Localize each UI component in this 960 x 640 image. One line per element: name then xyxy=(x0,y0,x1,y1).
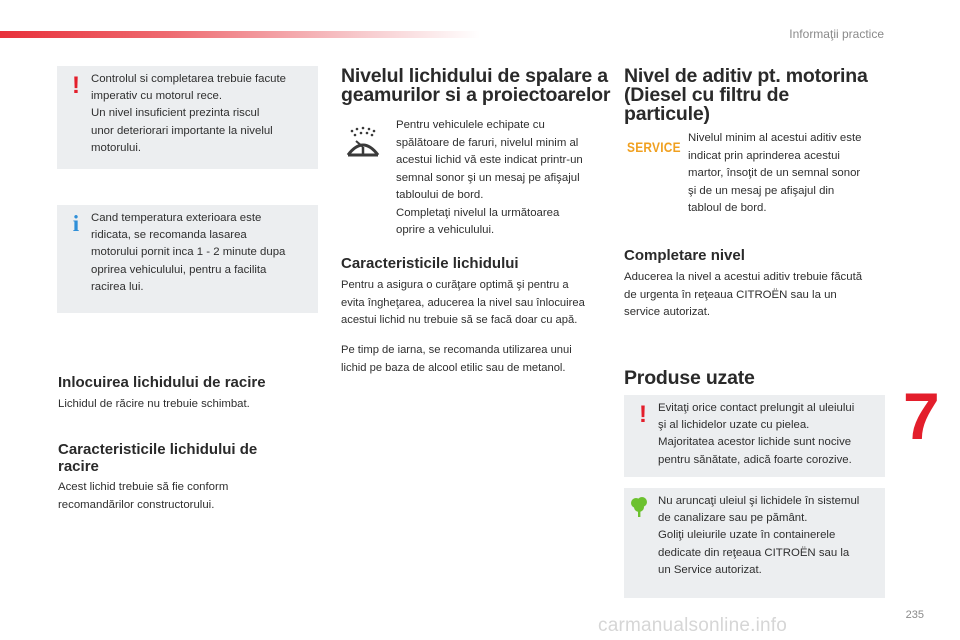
used-products-title: Produse uzate xyxy=(624,367,755,389)
service-warning-icon: SERVICE xyxy=(627,139,681,155)
washer-winter-text: Pe timp de iarna, se recomanda utilizarea unui lichid pe baza de alcool etilic sau de metanol. xyxy=(341,344,572,374)
used-oil-warning-text: Evitaţi orice contact prelungit al uleiului şi al lichidelor uzate cu pielea. Majoritatea acestor lichide sunt nocive pentru sănătate, adică foarte corozive. xyxy=(658,402,855,466)
windscreen-washer-icon xyxy=(343,125,383,170)
environment-text: Nu aruncaţi uleiul şi lichidele în sistemul de canalizare sau pe pământ. Goliţi uleiurile uzate în containerele dedicate din reţeaua CITROËN sau la un Service autorizat. xyxy=(658,495,860,576)
environment-box xyxy=(624,488,885,598)
diesel-additive-title: Nivel de aditiv pt. motorina (Diesel cu filtru de particule) xyxy=(624,65,868,125)
section-label: Informaţii practice xyxy=(789,27,884,41)
diesel-additive-intro: Nivelul minim al acestui aditiv este indicat prin aprinderea acestui martor, însoţit de un semnal sonor şi de un mesaj pe afişajul din tabloul de bord. xyxy=(688,132,862,214)
info-text: Cand temperatura exterioara este ridicata, se recomanda lasarea motorului pornit inca 1 - 2 minute dupa oprirea vehiculului, pentru a facilita racirea lui. xyxy=(91,212,286,293)
environment-tree-icon xyxy=(629,496,649,523)
warning-box-used-oil xyxy=(624,395,885,477)
warning-box-cold-engine xyxy=(57,66,318,169)
washer-characteristics-title: Caracteristicile lichidului xyxy=(341,255,519,272)
warning-text: Controlul si completarea trebuie facute imperativ cu motorul rece. Un nivel insuficient prezinta riscul unor deteriorari importante la nivelul motorului. xyxy=(91,73,287,154)
washer-fluid-intro: Pentru vehiculele echipate cu spălătoare de faruri, nivelul minim al acestui lichid vă este indicat printr-un semnal sonor şi un mesaj pe afişajul tabloului de bord. Completaţi nivelul la următoarea oprire a vehiculului. xyxy=(396,119,583,236)
page-number: 235 xyxy=(905,609,924,621)
coolant-characteristics-text: Acest lichid trebuie să fie conform recomandărilor constructorului. xyxy=(58,481,229,511)
coolant-characteristics-title: Caracteristicile lichidului de racire xyxy=(58,441,258,475)
warning-exclamation-icon: ! xyxy=(639,401,647,428)
coolant-replacement-text: Lichidul de răcire nu trebuie schimbat. xyxy=(58,398,250,410)
completion-title: Completare nivel xyxy=(624,247,745,264)
completion-text: Aducerea la nivel a acestui aditiv trebuie făcută de urgenta în reţeaua CITROËN sau la un service autorizat. xyxy=(624,271,863,318)
coolant-replacement-title: Inlocuirea lichidului de racire xyxy=(58,374,266,391)
washer-fluid-title: Nivelul lichidului de spalare a geamurilor si a proiectoarelor xyxy=(341,65,611,106)
washer-characteristics-text: Pentru a asigura o curăţare optimă şi pentru a evita îngheţarea, aducerea la nivel sau înlocuirea acestui lichid nu trebuie să se facă doar cu apă. xyxy=(341,279,585,326)
info-icon: i xyxy=(72,211,80,236)
chapter-number: 7 xyxy=(903,379,940,453)
header-accent-bar xyxy=(0,31,480,38)
watermark: carmanualsonline.info xyxy=(598,615,788,636)
warning-exclamation-icon: ! xyxy=(72,72,80,99)
info-box-hot-weather xyxy=(57,205,318,313)
